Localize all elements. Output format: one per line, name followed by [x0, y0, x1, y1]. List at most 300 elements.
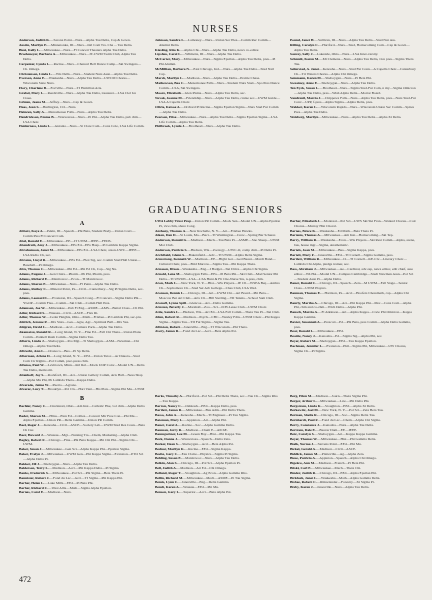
entry-name: Adams, Eugene J.: [19, 272, 47, 277]
entry-name: Adams, Leonard L.: [19, 296, 49, 301]
entry-detail: —Madison—Civil—ASCE.: [316, 446, 357, 451]
entry-name: Bigelow, Ann M.: [290, 461, 316, 466]
entry-name: Adams, Ruthey C.: [19, 286, 47, 291]
entry-detail: —Hudson, Wis—Zoology—UWC-O, comp chm—Pi Delta Pi.: [187, 247, 277, 252]
entry-detail: —Racine—EEd—Sigma Kappa.: [184, 446, 232, 451]
entry-name: Barry, William R.: [290, 238, 318, 243]
entry-name: Bertram, Dale E.: [290, 427, 316, 432]
entry-detail: —Madison—Chem E—AIChE.: [182, 427, 228, 432]
directory-entry: [19, 490, 145, 495]
entry-detail: —Milwaukee—Mech—Theta Chi.: [311, 465, 362, 470]
entry-name: Brockmeyer, Barbara A.: [19, 52, 57, 57]
entry-detail: —Montreal—Pol Sci—UWS Ski Ski Fran—Wanted Chorus—Coir Chorus—Murray Hist Choral.: [294, 219, 416, 228]
directory-entry: [19, 363, 145, 373]
entry-detail: —Milwaukee—Nurs—Sigma Epsilon—Alpha Tau Delta, pres—Pi Phi Alumni.: [159, 57, 276, 66]
entry-detail: —Hartford—Pol Sci—Phi Delta Theta, sec—Tau Ch—Sigma Rho—Tau Kappa.: [159, 394, 278, 403]
entry-detail: —Janesville—Eng—TI Wisconsin—Phi Theta.: [180, 324, 248, 329]
entry-name: Alvarado, Jaime W.: [19, 382, 49, 387]
entry-name: Armstrong, Kenneth W.: [155, 257, 192, 262]
entry-detail: —Stoughton—EEd—Alpha Xi Delta.: [321, 403, 376, 408]
directory-entry: [155, 81, 281, 91]
entry-name: Everson, Anne E.: [19, 76, 46, 81]
entry-name: Bachler, Nancy C.: [19, 404, 47, 408]
entry-detail: —Platteville—Ag—Alpha Zeta.: [318, 451, 365, 456]
entry-name: Berkowitz, Joel M.: [290, 408, 319, 413]
entry-detail: —Milwaukee—Pol Sci—Phi Sigma—Beta Theta Pi.: [48, 471, 124, 476]
directory-entry: [290, 57, 416, 67]
entry-detail: —Bakersfield—Adv—TI UWM—Alpha Delta Sigma.: [185, 252, 264, 257]
entry-detail: —Friendship—Nurs—Alpha Tau Delta, cruise sec—UWM Guide—LSA A Capella Choir.: [159, 95, 280, 105]
entry-detail: —Madison—Acct—Phi Kappa Delta—Pi Sigma.: [48, 466, 120, 471]
entry-name: Barber, Helen L.: [19, 480, 45, 485]
directory-entry: [290, 301, 416, 311]
directory-entry: [19, 339, 145, 349]
directory-entry: [290, 105, 416, 115]
entry-name: Birkholz, Janet L.: [290, 475, 318, 480]
entry-detail: —Waukesha—Econ—Wis Players—Ski Rest Comm—Alpha, arena, bus, house mgr—Sigma, Anathematic.: [294, 238, 415, 247]
entry-detail: —Kenosha—Ed—Sigma Sig—Alpha Phi, sec.: [315, 334, 383, 339]
entry-name: Bannister, Robert J.: [19, 475, 50, 480]
directory-entry: [155, 96, 281, 106]
entry-detail: —Milwaukee—UWM Gen—Phi Kappa Sigma—Evanston—PTO Sci—Alpha Delta Pi.: [23, 451, 144, 461]
directory-entry: [19, 373, 145, 383]
seniors-b-column-2: [155, 394, 281, 590]
entry-name: Biddick, James M.: [290, 451, 319, 456]
entry-name: Berger, Arthur L.: [290, 398, 317, 403]
entry-detail: —Milwaukee—EE—IT UWM—IEEE—FEDS.: [43, 238, 112, 243]
entry-detail: —Brodhead—Nurs—Sigma Stud-Fut Com, n my—Sigma Omicron—Alpha Tau Delta, pres—Wish Alpha Delta—Mortar Board.: [294, 85, 416, 95]
entry-name: Belland, Roger T.: [155, 470, 182, 475]
entry-name: Adams, Sharon E.: [19, 281, 47, 286]
directory-entry: [290, 291, 416, 301]
entry-detail: —Janesville—Nurs—Alpha Tau Delta.: [313, 485, 370, 490]
entry-detail: —Chicago, III—Art—UWM Chr—Art Board—Phi Beta—Moscow Bet Art Club—Arts Cli—Hill Sterling—TII Tennis—School Sam Club.: [159, 290, 274, 300]
entry-name: Alberts, Linda J.: [19, 339, 45, 344]
entry-name: Bagley, Robert F.: [19, 437, 46, 442]
entry-detail: —Milwaukee—EEs Ed—LSA Choir, arson-UWC—IEEE—LSA Radio Ch, sec.: [23, 248, 141, 257]
entry-detail: —Milwaukee—EEd.: [313, 329, 344, 334]
entry-name: Aiken, Dan D.: [155, 233, 177, 238]
directory-entry: [155, 38, 281, 48]
directory-entry: [290, 115, 416, 120]
entry-detail: —Milwaukee—Law—Phi Delta Phi.: [316, 398, 370, 403]
entry-detail: —Milwaukee—Bus Adm—Phi Delta Theta.: [182, 408, 246, 413]
entry-name: Baer, Howard J.: [19, 432, 44, 437]
entry-detail: —Chicago, III—Pol Sci—Alpha Epsilon Pi.: [177, 461, 241, 466]
entry-name: Philbrook, Lynda J.: [155, 124, 186, 129]
entry-detail: —Chicago, III—Art—Phi Kappa Phi—Mor—Cons Com—Alpha Phi, chm and co-chm—Wich Delta—Alpha Phi.: [294, 300, 412, 310]
entry-name: Marsh, Marilyn L.: [155, 76, 184, 81]
directory-entry: [290, 43, 416, 53]
entry-name: Arnston, Beverly J.: [155, 305, 185, 310]
entry-name: Bausch, Marcia A.: [290, 310, 318, 315]
entry-name: Bickel, Gerald A.: [290, 446, 317, 451]
directory-entry: [155, 291, 281, 301]
entry-name: Bialk, Norma J.: [290, 441, 315, 446]
directory-entry: [155, 219, 281, 229]
entry-name: Wakker, Karen L.: [290, 105, 318, 110]
seniors-b-column-3: [290, 394, 416, 590]
entry-name: Rilling, Carolyn C.: [290, 42, 319, 47]
entry-name: Grimm, Jeana M.: [19, 100, 46, 105]
entry-detail: —Orchard Pl Racine—Sigma Epsilon Sigma—Nurs Stud Fut Comm—Alpha Tau Delta.: [159, 105, 279, 114]
entry-name: Mathewson, Bea C.: [155, 81, 185, 86]
entry-name: Baker, Susan J.: [19, 447, 43, 452]
entry-detail: —New York, N. Y.—Hist—Wis Players—IE Cll—WSEA Beq—Anthro Ch—Sophomore Ch—Stud Ser Arb Gollege—Ches Club, LSA Wed.: [159, 281, 280, 291]
entry-detail: —Fond du Lac—Chem—Alpha Chi Sigma.: [318, 417, 381, 422]
entry-detail: —Milwaukee—Gen Sci—Alpha Kappa Phi—Epsilon Sigma.: [42, 447, 130, 452]
entry-name: Bauman, Jerry R.: [155, 427, 183, 432]
entry-name: Beebe, Gary C.: [155, 451, 179, 456]
entry-detail: —Wilmette, III—Nurs—Alpha Tau Delta.: [181, 52, 242, 57]
entry-detail: —Manitowoc—Nurs—Alpha Tau Delta.: [181, 456, 240, 461]
entry-name: Arnason, Dixon: [155, 266, 179, 271]
entry-detail: —Sheboygan—EEd—Tau Kappa Epsilon.: [316, 338, 377, 343]
directory-entry: [290, 281, 416, 291]
entry-name: Archibald, Glenn S.: [155, 252, 186, 257]
entry-name: Anderson, Ronald G.: [155, 238, 188, 243]
entry-detail: —Evanston—Phil—Sigma Phi, Milwaukee—UW Chorus, Sigma Ch—Pi Sigma.: [294, 343, 407, 353]
entry-name: Bartlett, William R.: [290, 257, 321, 262]
entry-detail: —Milwaukee—Am Inst—Homecoming—Ski Tep.: [320, 233, 394, 238]
directory-entry: [155, 394, 281, 404]
directory-entry: [155, 490, 281, 495]
entry-name: Holderness, Linda L.: [19, 124, 51, 129]
entry-name: Bilski, Carl E.: [290, 465, 312, 470]
entry-name: Albrecht, Ann L.: [19, 348, 45, 353]
entry-detail: —Milwaukee—Ci—TI Cornell—KE-Civ—Literary Choir—Lambda Chi Alpha, pledge trainer, sec.: [294, 257, 407, 267]
entry-detail: —Fond du Lac—Acct—Beta Alpha Psi.: [179, 329, 237, 334]
entry-name: Binder, Judith R.: [290, 470, 317, 475]
entry-detail: —East Chicago, Ind.—Nurs—Alpha Tau Delta—Stud Natl Cap.: [159, 66, 274, 76]
entry-name: Berman, Sheila R.: [290, 413, 318, 418]
entry-name: Belkin, Alan S.: [155, 461, 178, 466]
entry-name: Barnum, Thomas A.: [290, 233, 321, 238]
entry-name: Bartelt, Mary F.: [290, 252, 315, 257]
entry-name: Pearson, Elise: [155, 114, 177, 119]
directory-entry: [290, 267, 416, 281]
entry-name: Akamatsu, Ronald R.: [19, 329, 52, 334]
entry-detail: —Fond du Lac—Acct—TI Sigma—Phi Kappa Phi.: [49, 475, 123, 480]
entry-name: UWA Lobby Trust Prop: [155, 219, 192, 223]
entry-name: Baurly, Martha A.: [290, 300, 318, 305]
entry-name: Alfonso, Paul W.: [19, 363, 45, 368]
entry-name: Bednar, Marilyn K.: [155, 446, 185, 451]
directory-entry: [155, 115, 281, 125]
entry-detail: —Beaver Dam—EE—IEEE.: [315, 427, 358, 432]
entry-detail: —Madison—Nurs—Alpha Tau Delta—Prairie Chase.: [183, 76, 261, 81]
nurses-column-2: [155, 38, 281, 192]
entry-name: Johnson, Sandra L.: [155, 38, 185, 42]
entry-detail: —Jeffrey—Nurs—Cap & Gown.: [46, 100, 94, 105]
entry-detail: —Brooklyn—Pol Cls—Hart Vant—Hts Plan—Sigma Phi Mu—UWM: [44, 387, 145, 392]
entry-name: Bell, Judith A.: [155, 465, 177, 470]
directory-entry: [19, 414, 145, 424]
entry-detail: —Mineral Point, Pa—Civil—Canterbury—Sig Pi Sigma Delta, sec-pres.: [23, 286, 144, 296]
entry-detail: —Milwaukee—Phi Ed—Phi Ed Ch, Cap—Sig Nu.: [44, 267, 117, 272]
entry-detail: —Kenosha—Civil—ASCE—Society Lab—UWM Stud Res Coun—Beta Ch Cur.: [23, 423, 145, 432]
entry-detail: —Alpha Chi—Nurs—Alpha Tau Delta, news co-editor.: [180, 47, 260, 52]
entry-name: Alvarez, Lucy T.: [19, 387, 45, 392]
entry-name: Bergstrom, Linda K.: [290, 403, 322, 408]
entry-detail: —Menomonee Falls—Nurs—Student Nurs Stud—Spo Pres Dance Comm—LSA, Ski Swingers.: [159, 81, 280, 90]
entry-name: Aronoff, Lynne Spill: [155, 300, 186, 305]
directory-entry: [19, 76, 145, 86]
entry-name: Seilerstad, A. Janet: [290, 66, 320, 71]
entry-detail: —Dix Stats—Ges—Agre, Agr—Spiritual Ball—Dix Vee.: [47, 320, 130, 325]
entry-name: Vaudreuil, Marcia J.: [290, 95, 322, 100]
entry-detail: —Oshkosh—EEd—Kappa Delta, pres.: [181, 403, 238, 408]
entry-detail: —Oronoco—Bus—Pi Sp Delta.: [44, 348, 91, 353]
entry-detail: —Sheboygan—Nurs—Alpha Tau Delta.: [39, 461, 98, 466]
entry-detail: —Waukesha—Nurs—Alpha Tau Delta—UWCM Chorus—Wisconsin State Nurs.: [23, 76, 131, 86]
entry-name: Ahlrich, Jerome P.: [19, 320, 48, 325]
entry-detail: —Stoughton—Ag Econ—Alpha Gamma Rho.: [181, 470, 248, 475]
directory-entry: [19, 62, 145, 72]
entry-name: Anderson, Judith K.: [19, 38, 50, 42]
entry-name: Adler, Richard S.: [19, 310, 46, 315]
entry-detail: —Eau Claire—Physics—Sigma Pi Sigma.: [178, 451, 239, 456]
alphabet-section-letter: A: [79, 221, 85, 227]
entry-detail: —Cedar Heights, Ohio—Math—Frisbee—Pi Lambda Phi, sec-ptu.: [46, 315, 142, 320]
seniors-column-1: [19, 219, 145, 393]
entry-name: Bartlett, James R.: [155, 408, 183, 413]
entry-name: Bernhardt, Paul F.: [290, 417, 319, 422]
entry-name: Christenson, Linda L.: [19, 71, 53, 76]
entry-detail: —Superior—Acct—Beta Alpha Psi.: [179, 489, 232, 494]
entry-detail: —Burlington, CO—Nurs.: [39, 105, 77, 110]
entry-detail: —Green Bay—Hist—Phi Kappa Tau.: [187, 432, 242, 437]
entry-detail: —Pekin, III—Speech—Phi Beta, Student Body—Union Conv—Comm Plea Fl Concert Com.: [23, 229, 136, 238]
directory-entry: [19, 229, 145, 239]
entry-name: Abbott, Kaye A.: [19, 229, 44, 233]
entry-name: Bendt, Karen A.: [155, 485, 180, 490]
entry-detail: —Chicago—Fins—Phi Beta Kappa—Phi Chi Phi—Sigma Chi—UWM.: [23, 437, 138, 447]
entry-name: Schmidt, Karen M.: [290, 57, 320, 62]
entry-detail: —Manitowoc—Econ—TI Manitowoc.: [47, 276, 104, 281]
entry-detail: —Appleton—Art—Alpha Phi.: [182, 417, 227, 422]
directory-entry: [155, 257, 281, 267]
directory-entry: [290, 344, 416, 354]
entry-detail: —Brodhead—Nurs—Alpha Tau Delta.: [185, 124, 241, 129]
entry-name: Weisberg, Marilyn: [290, 114, 319, 119]
entry-detail: —Marshall—Zoo—Sci—ICH-Lesse Club—UWM Choir.: [184, 305, 267, 310]
entry-detail: —Chicago, III—EEd—Alpha Epsilon Phi.: [316, 470, 377, 475]
entry-detail: —Glen Plains—Nurs—Alpha Tau Delta, sec.: [181, 90, 246, 95]
entry-name: Bateman, Mary L.: [155, 417, 183, 422]
directory-entry: [155, 238, 281, 248]
entry-name: Aron, Mark L.: [155, 281, 178, 286]
entry-name: Grabel, Mary L.: [19, 90, 45, 95]
entry-name: Bartels, Joan M.: [290, 247, 316, 252]
entry-name: Banks, Frederick S.: [19, 471, 49, 476]
directory-entry: [155, 281, 281, 291]
entry-detail: —Sheboygan—Nurs—Alpha Tau Delta.: [318, 81, 376, 86]
directory-entry: [290, 320, 416, 330]
entry-name: Haas, Jean S.: [19, 105, 40, 110]
alphabet-section-letter: B: [79, 396, 84, 402]
entry-name: Balderson, Terry L.: [19, 466, 49, 471]
entry-name: Abrahamson, Janet M.: [19, 248, 54, 253]
directory-entry: [19, 387, 145, 393]
entry-name: Ahlgren, David L.: [19, 324, 47, 329]
entry-detail: —Chicago, III—Soc—Sigma Delta Tau.: [317, 413, 376, 418]
entry-name: Olivia, Ketsoe A.: [155, 105, 181, 110]
entry-name: Berg, Ellen M.: [290, 394, 313, 398]
entry-detail: —Fortville—Nurs—TI Hamilton Arts.: [46, 85, 103, 90]
entry-detail: —Union PR Comm—Mock Sen—Model UN—Alpha Epsilon Pi, vice chm, share Cong.: [159, 219, 281, 228]
entry-name: Anthony, Thomas A.: [155, 228, 187, 233]
entry-name: Barber, Richard C.: [19, 485, 49, 490]
entry-detail: —Chippewa Falls—Nurs—Alpha Tau Delta, pres—Nurs Stud-Fut Conv—UPP, f-pres—Alpha Sigma—Alpha Delta, pres.: [294, 95, 416, 105]
entry-name: Bear, Donald L.: [290, 329, 314, 334]
entry-detail: —Milwaukee—Nurs—Fl Penn—Alpha Tau Delta.: [46, 281, 119, 286]
directory-entry: [19, 296, 145, 306]
entry-name: Bixby, Karen J.: [290, 485, 314, 490]
entry-detail: —Wausau—Mgt—Nursing Tra—Chem, Marketing—Alpha Club.: [43, 432, 138, 437]
entry-name: McMillian, Barbara N.: [155, 66, 190, 71]
entry-detail: —Milwaukee—Ae—Cardinal, adv-rep, news editor, edit chief, asso editor—WLHA—Model UN—Campus Cambridge—Studt Newman Assn—Pol Sci—Student Assn Pi—Alpha Delta.: [294, 266, 414, 281]
entry-name: Baxter, Susannah A.: [290, 319, 321, 324]
entry-name: Avery, James R.: [155, 329, 180, 334]
graduating-seniors-title: GRADUATING SENIORS: [148, 205, 284, 216]
entry-detail: —Racine—Nurs—Chancel Bell Dance Camp—Ski Swingers—Ch. Omega.: [23, 61, 142, 71]
entry-detail: —West Allis—Math—Sigma Alpha Epsilon.: [48, 485, 112, 490]
entry-name: Heinzen, Sally A.: [19, 109, 45, 114]
entry-name: Baumgartner, Lee M.: [155, 432, 188, 437]
entry-detail: —Levittown, Minn—Intl Rel—Mock UOP Conv—Model UN—Delta Tau Delta, memo mt.: [23, 363, 145, 373]
directory-entry: [19, 404, 145, 414]
entry-detail: —St Louis, Mo—Bact—TI Washington—Crew—Spring Bar Scherer.: [176, 233, 276, 238]
entry-name: Ten Eyck, Susan L.: [290, 85, 320, 90]
entry-detail: —Prescott—Ed—Phi Beta, pres Comm—Alpha Delta Gamma, pres.: [294, 319, 411, 329]
entry-name: Becker, Dean S.: [155, 441, 179, 446]
entry-detail: —Waukesha—Math—Alpha Gamma Delta.: [317, 475, 381, 480]
directory-entry: [19, 91, 145, 101]
entry-name: Altenhoff, Jay S.: [19, 372, 45, 377]
entry-detail: —Ft Atkinson—Art—Alpha Kappa—Crew Phi Omicron—Kappa Kappa Gamma.: [294, 310, 412, 319]
page-number: 472: [19, 575, 31, 584]
entry-name: Semmann, Karen M.: [290, 76, 322, 81]
directory-entry: [19, 52, 145, 62]
entry-name: Flory, Charlene B.: [19, 85, 47, 90]
entry-detail: —New York, N. Y.—Pol Sci—Zeta Beta Tau.: [318, 408, 384, 413]
entry-detail: —Waukesha—Eng—I Badger—Ski Drive—Alpha Chi Sigma.: [178, 266, 269, 271]
entry-detail: —New Rochelle, N. Y.—Art—Frisbee Hawks.: [186, 228, 253, 233]
directory-entry: [155, 105, 281, 115]
entry-detail: —Madison—EE—Hight Ger—Ged Beaut—Mardi Band—Cultural Chair, pres—Brid Marrow—Sigma Tau—Phi Kappa Theta.: [159, 257, 276, 267]
seniors-column-2: [155, 219, 281, 393]
entry-detail: —Reedsville—Nurs—Alpha Tau Delta, treasurer—LSA Clel Ice Ctaee.: [23, 90, 137, 100]
entry-detail: —Milwaukee—Pub Fi Eng—ASME—AMS—Bettal Class—Cli Phi.: [45, 305, 144, 310]
entry-detail: —Milwaukee—Nurs—Alpha Tau Delta—Sigma Epsilon Sigma—LSA Life Comm—Alpha Tau Delta.: [159, 114, 278, 124]
entry-name: Attie, Sandra L.: [155, 310, 180, 315]
entry-name: Bachman, Jennifer L.: [290, 343, 323, 348]
directory-entry: [19, 354, 145, 364]
entry-name: Aronson, Dennis L.: [155, 290, 185, 295]
entry-name: Beyer, Thomas W.: [290, 437, 318, 442]
entry-name: Albiston, Robert: [155, 324, 181, 329]
entry-name: Bisbee, Robert C.: [290, 480, 317, 485]
entry-name: Bass, Abraham J.: [290, 266, 317, 271]
entry-detail: —Wauwatosa—Nurs—Pi Phi—Alpha Tau Delta, pub chm—LSA Choir.: [23, 114, 142, 124]
seniors-b-column-1: [19, 394, 145, 572]
entry-name: McCarter, Mary: [155, 57, 181, 62]
directory-entry: [19, 248, 145, 258]
entry-name: Pound, Janet H.: [290, 38, 315, 42]
entry-detail: —Sheboygan—Pos Mgt—Ti Sheboygan—ASM—Newman—Chi Omega—Alpha Tau Delta.: [23, 339, 139, 349]
entry-name: Barron, Nancy C.: [155, 403, 182, 408]
entry-detail: —Milwaukee—Hist—Phi Gamma Delta.: [317, 437, 377, 442]
entry-name: Biesi, Kelly L.: [19, 47, 41, 52]
entry-detail: —Lake Mills—EEd—Pi Beta Phi.: [44, 480, 94, 485]
entry-name: Barber, Elizabeth J.: [290, 219, 321, 223]
directory-entry: [19, 423, 145, 433]
entry-detail: —Milwaukee—Nurs—IT-CWM Swim Club, Alpha Tau Delta.: [23, 52, 136, 62]
entry-detail: —Chicago, III—Speech—Zeta—M UWM—Fall Stage—Senior Class—UWM Players.: [294, 281, 408, 291]
entry-detail: —Janesville—EEd—TI Cornell—Sigma Gamma, pres.: [314, 252, 394, 257]
directory-entry: [155, 67, 281, 77]
entry-detail: —Sheboygan—Acct—Beta Alpha Psi.: [178, 441, 234, 446]
directory-entry: [290, 67, 416, 77]
entry-detail: —Lakeside, Ohio—Nurs—LSA Inter-varsity.: [313, 52, 379, 57]
entry-name: Abendroth, Amy J.: [19, 243, 48, 248]
directory-entry: [19, 452, 145, 462]
entry-detail: —Menomonee Falls—Nurs—Alpha Tau Delta.: [44, 109, 113, 114]
entry-detail: —Long Island, N. Y.—Fine Ed—Fall Chi Theta—Union Plans Comm—Panhell Rush Comm—Sigma Delta Tau.: [23, 329, 141, 339]
entry-detail: —Wausau—Civil—ASCE—Flex Ri.: [45, 310, 99, 315]
entry-detail: —Rhinelander—Forestry—Xi Sigma Pi.: [316, 480, 375, 485]
entry-detail: —Lamoney—Nurs—Union Sec Plea—Comm Rec Comm—Alumni Delta.: [159, 38, 272, 47]
entry-detail: —Rockford, III—Art—Union Gallery Comm, Arts Hall—Nesa Shap—Alpha Mu Phi, Ph Lambda Theta—Kappa Delta.: [23, 372, 143, 382]
entry-name: Bauer, Donald C.: [290, 281, 317, 286]
entry-detail: —Waukesha—Ed Math—Beta Theta Pi.: [316, 228, 374, 233]
entry-detail: —Milwaukee—Nurs—Alpha Tau Delta—Alpha Xi Delta.: [318, 114, 402, 119]
nurses-column-1: [19, 38, 145, 192]
entry-name: Berry, Constance J.: [290, 422, 320, 427]
entry-detail: —Gen Clairs—Pharm—Ph Phi, Pharm, pres.: [46, 272, 111, 277]
entry-name: Sweatney, Anne E.: [290, 81, 318, 86]
entry-detail: —Milwaukee—Mech—ASME—Pi Tau Sigma.: [183, 475, 252, 480]
entry-name: Barnes, Bruce K.: [290, 228, 317, 233]
entry-detail: —Wausau—EEd—Phi Mu.: [179, 485, 219, 490]
nurses-section-title: NURSES: [192, 24, 240, 35]
entry-name: Moore, Elizabeth: [155, 90, 182, 95]
entry-detail: —Kenosha—Nurs—Stud Fut Conn—A Capella Choir—Canterbury Ch—Tri Waters Chorus—Alpha Chi Omega.: [294, 66, 416, 76]
directory-entry: [290, 238, 416, 248]
entry-detail: —Racine—Soc—Alpha Gamma Delta.: [178, 422, 235, 427]
entry-detail: —Kenosha—Nurs—Alpha Tau Delta.: [319, 422, 374, 427]
entry-name: Alberman, Arlene D.: [19, 353, 51, 358]
entry-detail: —Madison—Nurs.: [44, 490, 72, 495]
entry-name: Betz, Carolyn S.: [290, 432, 315, 437]
entry-detail: —Stevens Point—EEd—Phi Mu.: [314, 441, 362, 446]
entry-name: Abel, Ronald E.: [19, 238, 44, 243]
entry-name: Austin, Marilyn E.: [19, 42, 48, 47]
entry-name: Barks, Timothy A.: [155, 394, 183, 398]
directory-entry: [19, 287, 145, 297]
directory-entry: [290, 219, 416, 229]
entry-detail: —Sheboygan—Nurs—Pi Beta Phi.: [321, 76, 372, 81]
entry-detail: —Sheboygan Falls—EEs—Pi Beta Phi—Ski Club—Mad Senior Phi Delta—TI UWSPI—LSA—LSA Hunt & Fit Che-Nurse Stu, n-pres, chm.: [159, 271, 279, 281]
entry-name: Adamson, Joe W.: [19, 305, 46, 310]
entry-name: Bael, Roger J.: [19, 423, 41, 428]
entry-detail: —Long Island, N. Y.—UEd—Union Tutor—Ar Dakota—Stud Com Cir Rights—Pol Comm, prec-press chm.: [23, 353, 140, 363]
entry-name: Sauvey, Sally J.: [290, 52, 314, 57]
entry-name: Biese, Patricia A.: [290, 456, 316, 461]
entry-detail: —Sarona Point—Nurs—Alpha Tau Delta, Cap & Gown.: [49, 38, 131, 42]
entry-name: Novak, Joanne M.: [155, 95, 183, 100]
